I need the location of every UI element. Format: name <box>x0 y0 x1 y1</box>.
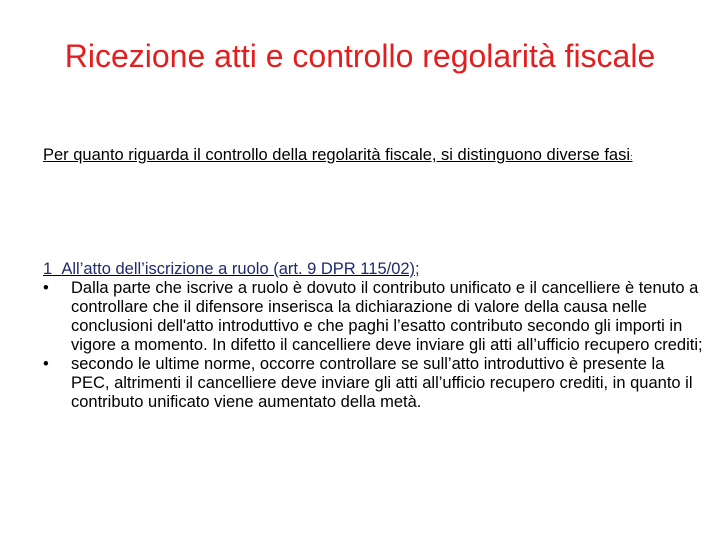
intro-trail: : <box>630 152 633 162</box>
bullet-text: secondo le ultime norme, occorre controllare se sull’atto introduttivo è presente la PEC, altrimenti il cancelliere deve inviare gli atti all’ufficio recupero crediti, in quanto il contributo unificato viene aumentato della metà. <box>71 355 693 411</box>
bullet-glyph: • <box>43 355 49 373</box>
bullet-list <box>43 279 703 412</box>
bullet-item <box>43 355 703 412</box>
bullet-glyph: • <box>43 279 49 297</box>
slide-title: Ricezione atti e controllo regolarità fiscale <box>64 38 656 74</box>
section-number: 1 <box>43 260 53 278</box>
intro-paragraph <box>43 145 683 167</box>
section-1 <box>43 260 703 412</box>
bullet-text: Dalla parte che iscrive a ruolo è dovuto il contributo unificato e il cancelliere è tenuto a controllare che il difensore inserisca la dichiarazione di valore della causa nelle conclusioni dell'atto introduttivo e che paghi l’esatto contributo secondo gli importi in vigore a momento. In difetto il cancelliere deve inviare gli atti all’ufficio recupero crediti; <box>71 279 703 354</box>
bullet-item <box>43 279 703 355</box>
section-heading <box>43 260 703 279</box>
intro-text: Per quanto riguarda il controllo della regolarità fiscale, si distinguono diverse fasi <box>43 146 630 164</box>
section-heading-text: All’atto dell’iscrizione a ruolo (art. 9 DPR 115/02); <box>61 260 420 278</box>
